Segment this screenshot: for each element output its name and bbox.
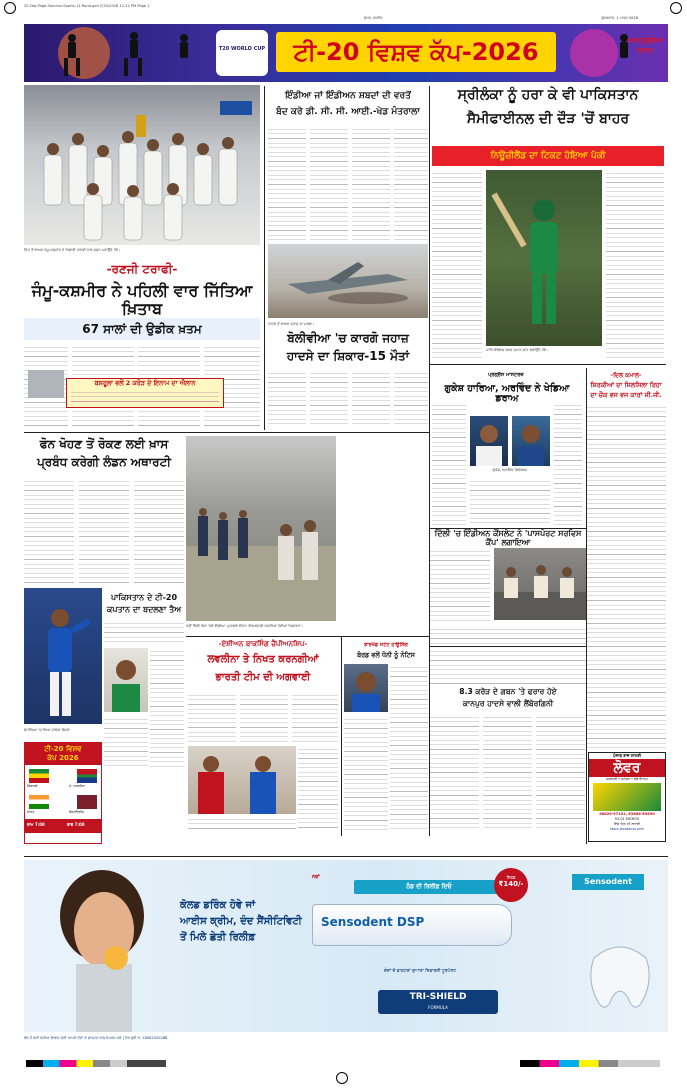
phone-body [24,478,184,586]
passport-camp-photo [494,548,586,620]
chess-body-2 [470,478,550,526]
slug-line [0,2,687,10]
lottery-top: ਪੰਜਾਬ ਰਾਜ ਲਾਟਰੀ [613,753,641,758]
crash-headline-2: ਹਾਦਸੇ ਦਾ ਸ਼ਿਕਾਰ-15 ਮੌਤਾਂ [286,349,410,363]
kanpur-headline-1: 8.3 ਕਰੋੜ ਦੇ ਗਬਨ 'ਤੇ ਫਰਾਰ ਹੋਏ [459,687,557,696]
plane-crash-photo [268,244,428,318]
pakistan-batter-photo [486,170,602,346]
dhoni-face [344,664,388,712]
lottery-ad[interactable] [588,752,666,842]
ranji-subhead-text: 67 ਸਾਲਾਂ ਦੀ ਉਡੀਕ ਖ਼ਤਮ [82,322,202,336]
kanpur-body-top [430,648,586,684]
pcb-player-photo [104,648,148,712]
time-a: ਸ਼ਾਮ 7:00 [27,822,45,827]
delhi-body-left [430,548,490,624]
lottery-phone: 98620-97131, 63686-83690 [599,812,655,816]
rule [586,368,587,844]
schedule-box [24,742,102,844]
delhi-body-bottom [430,626,586,644]
dateline-center: ਸੰਧਰ, ਲਾਈਰ [364,16,383,20]
rule [24,432,429,433]
pakistan-captain-photo [24,588,102,724]
phone-headline-2: ਪ੍ਰਬੰਧ ਕਰੇਗੀ ਲੰਡਨ ਅਥਾਰਟੀ [37,455,171,469]
lottery-tagline: ਸਰਕਾਰੀ • ਸਟੇਸ਼ਨ • ਵੱਡੇ ਇਨਾਮ [606,777,648,781]
heart-headline-1: ਸ਼ਿਰਕੀਆਂ ਦਾ ਸਿਲਸਿਲਾ ਰਿਹਾ [590,381,662,389]
relief-banner: ਠੰਡ ਦੀ ਰਿਲੀਫ਼ ਦਿਓ [354,880,504,894]
dateline-right: ਸ਼ੁੱਕਰਵਾਰ, 1 ਮਾਰਚ 2026 [601,16,638,20]
ranji-prize-body [71,389,219,405]
ranji-photo-caption: ਜਿੱਤ ਤੋਂ ਬਾਅਦ ਜੰਮੂ-ਕਸ਼ਮੀਰ ਦੇ ਖਿਡਾਰੀ ਟਰਾਫੀ ਨਾਲ ਜਸ਼ਨ ਮਨਾਉਂਦੇ ਹੋਏ। [24,248,121,252]
sensodent-logo: Sensodent [572,874,644,890]
pcb-headline-1: ਪਾਕਿਸਤਾਨ ਦੇ ਟੀ-20 [110,593,178,602]
sensodent-ad[interactable] [24,860,668,1032]
arvind-photo [512,416,550,466]
rule [430,364,666,365]
boxing-headline-2: ਭਾਰਤੀ ਟੀਮ ਦੀ ਅਗਵਾਈ [215,672,311,683]
dhoni-headline: ਬੋਰਡ ਵਲੋਂ ਧੋਨੀ ਨੂੰ ਨੋਟਿਸ [357,651,415,659]
rule [430,528,586,529]
lottery-offer: ਇੱਕ ਦਿਨ ਦੀ ਲਾਟਰੀ [614,822,640,826]
chess-body-3 [554,402,582,526]
registration-mark [4,2,16,14]
team-b-1: ਦੱ. ਅਫ਼ਰੀਕਾ [69,784,85,788]
tube-label: Sensodent DSP [321,915,425,929]
ranji-subhead [24,318,260,340]
boxing-body [188,692,338,744]
price-label: ਸਿਰਫ਼ [506,875,516,880]
schedule-header [25,743,101,765]
pcb-photo-caption: ਸੰਮੀਖਿਆ 'ਚ ਲਿਆ ਜਾਵੇਗਾ ਫੈਸਲਾ [24,728,71,732]
pcb-body-3 [104,716,148,768]
srilanka-body-right [606,170,664,360]
lottery-site[interactable]: store.jecasaino.com [610,827,644,831]
rule [429,86,430,836]
registration-mark [670,2,682,14]
office-illustration [494,548,586,620]
price-value: ₹140/- [498,880,524,888]
toothpaste-tube [312,904,512,946]
chess-headline: ਗੁਕੇਸ਼ ਹਾਰਿਆ, ਅਰਵਿੰਦ ਨੇ ਖੇਡਿਆ ਡਰਾਅ [444,383,570,405]
flag-west-indies [77,795,97,809]
archery-photo [186,436,336,621]
ranji-inset-photo [28,370,64,398]
ad-line-2: ਆਈਸ ਕ੍ਰੀਮ, ਦੰਦ ਸੈਂਸੀਟਿਵਿਟੀ [180,916,302,927]
dhoni-body-2 [344,716,388,832]
tri-shield-text: TRI-SHIELD [409,992,467,1002]
pcb-body-2 [150,648,184,768]
dhoni-kicker: ਝਾਰਖੰਡ ਸਟੇਟ ਹਾਊਸਿੰਗ [364,642,408,648]
crash-body [268,370,428,426]
price-badge [494,868,528,902]
registration-mark [336,1072,348,1084]
kanpur-headline-2: ਕਾਨਪੁਰ ਹਾਦਸੇ ਵਾਲੀ ਲੈਂਬੋਰਗਿਨੀ [462,699,554,708]
color-bar-right [520,1060,660,1067]
srilanka-body-left [432,170,482,360]
bowler-illustration [24,588,102,724]
srilanka-band: ਨਿਊਜ਼ੀਲੈਂਡ ਦਾ ਟਿਕਟ ਹੋਇਆ ਪੱਕੀ [432,146,664,166]
tooth-icon [580,940,660,1020]
ad-line-3: ਤੋਂ ਮਿਲੇ ਛੇਤੀ ਰਿਲੀਫ਼ [180,932,256,943]
icc-headline-1: ਇੰਡੀਆ ਜਾਂ ਇੰਡੀਅਨ ਸ਼ਬਦਾਂ ਦੀ ਵਰਤੋਂ [285,91,411,101]
ad-footer: ਲੋੜ ਹੈ ਬੜੀ ਵਧੀਆ ਇਲਾਜ ਲਈ ਆਪਣੇ ਦੰਦਾਂ ਦੇ ਡਾਕਟਰ ਨਾਲ ਸੰਪਰਕ ਕਰੋ | ਟੋਲ ਫ੍ਰੀ ਨੰ: 18002020288 [24,1036,168,1040]
ranji-kicker: -ਰਣਜੀ ਟਰਾਫੀ- [106,262,178,276]
time-b: ਰਾਤ 7:00 [67,822,85,827]
t20-logo [216,30,268,76]
logo-text: T20 WORLD CUP [218,46,266,52]
dhoni-photo [344,664,388,712]
rule [430,646,586,647]
team-a-2: ਭਾਰਤ [27,810,35,814]
chess-kicker: ਪ੍ਰੋਗ੍ਰੈਸ ਮਾਸਟਰਜ਼ [488,372,524,378]
chess-caption: ਗੁਕੇਸ਼, ਅਰਵਿੰਦ ਚਿਦੰਬਰਮ [492,468,528,472]
pcb-headline-2: ਕਪਤਾਨ ਦਾ ਬਦਲਣਾ ਤੈਅ [106,605,182,614]
flag-india [29,795,49,809]
flag-south-africa [77,769,97,783]
boxing-body-2 [298,746,338,832]
player-face [104,648,148,712]
heart-body [586,404,666,750]
dateline [24,16,668,22]
gukesh-photo [470,416,508,466]
lottery-brand: ਲੋਵਰ [589,759,665,777]
plane-illustration [268,244,428,318]
schedule-title-1: ਟੀ-20 ਵਿਸ਼ਵ [44,745,82,753]
batter-illustration [486,170,602,346]
team-a-1: ਜ਼ਿੰਬਾਬਵੇ [27,784,38,788]
crash-headline-1: ਬੋਲੀਵੀਆ 'ਚ ਕਾਰਗੋ ਜਹਾਜ਼ [287,331,409,345]
boxing-headline-1: ਲਵਲੀਨਾ ਤੇ ਨਿਖਤ ਕਰਨਗੀਆਂ [207,654,319,665]
delhi-headline: ਦਿੱਲੀ 'ਚ ਇੰਡੀਅਨ ਕੌਂਸਲੇਟ ਨੇ 'ਪਾਸਪੋਰਟ ਸਰਵਿਸ ਕੈਂਪ' ਲਗਾਇਆ [434,529,582,547]
boxers-photo [188,746,296,814]
slug-file: 20-Feb-Page-Sanchar-Sports-11.Rond.qxd 2/20/2026 11:22 PM Page 1 [24,4,150,8]
ad-new-tag: ਨਵਾਂ [312,874,320,880]
schedule-row [25,793,101,819]
sports-banner [24,24,668,82]
ranji-prize-title: ਬਸ਼ਰੂਲਾ ਵਲੋਂ 2 ਕਰੋੜ ਦੇ ਇਨਾਮ ਦਾ ਐਲਾਨ [94,379,196,387]
rule [186,636,430,637]
rule [341,636,342,836]
icc-body [268,126,428,242]
boxing-body-3 [188,816,296,832]
kanpur-body [430,714,586,832]
dentist-line: ਦੰਦਾਂ ਦੇ ਡਾਕਟਰਾਂ ਦੁਆਰਾ ਸਿਫਾਰਸ਼ੀ ਟੂਥਪੇਸਟ [384,969,457,974]
ad-line-1: ਕੋਲਡ ਡਰਿੰਕ ਹੋਵੇ ਜਾਂ [180,900,256,911]
phone-headline-1: ਫੋਨ ਖੋਹਣ ਤੋਂ ਰੋਕਣ ਲਈ ਖ਼ਾਸ [39,437,169,451]
schedule-time-row [25,819,101,833]
archers-illustration [186,436,336,621]
team-b-2: ਵੈਸਟਇੰਡੀਜ਼ [69,810,84,814]
color-bar-left [26,1060,166,1067]
boxing-kicker: -ਏਸ਼ੀਅਨ ਬਾਕਸਿੰਗ ਚੈਂਪੀਅਨਸ਼ਿਪ- [218,640,308,648]
boxers-illustration [188,746,296,814]
schedule-title-2: ਕੱਪ 2026 [47,754,79,762]
archery-caption: ਨਵੀਂ ਦਿੱਲੀ ਵਿਖੇ 'ਖੇਲੋ ਇੰਡੀਆ' ਮੁਕਾਬਲੇ ਦੌਰਾਨ ਤੀਰਅੰਦਾਜ਼ੀ ਕਰਦੀਆਂ ਹੋਈਆਂ ਖਿਡਾਰਨਾਂ। [186,624,304,628]
ranji-headline: ਜੰਮੂ-ਕਸ਼ਮੀਰ ਨੇ ਪਹਿਲੀ ਵਾਰ ਜਿੱਤਿਆ ਖ਼ਿਤਾਬ [31,281,253,318]
banner-title: ਟੀ-20 ਵਿਸ਼ਵ ਕੱਪ-2026 [276,32,556,72]
dhoni-body [390,664,428,832]
rule [264,86,265,430]
woman-illustration [24,860,174,1032]
plane-caption: ਹਾਦਸੇ ਤੋਂ ਬਾਅਦ ਜਹਾਜ਼ ਦਾ ਮਲਬਾ। [268,322,315,326]
heart-kicker: -ਦਿਲ ਕਮਾਲ- [610,372,642,379]
schedule-row [25,767,101,793]
players-illustration [24,85,260,245]
pcb-body [104,620,184,644]
icc-headline-2: ਬੰਦ ਕਰੇ ਡੀ. ਸੀ. ਸੀ. ਆਈ.-ਖੇਡ ਮੰਤਰਾਲਾ [276,107,420,117]
heart-headline-2: ਦਾ ਚੌਕ ਵਜ ਵਜ ਕਾਰਾਂ ਜੀ.ਜੀ. [590,391,662,399]
chess-body [432,402,466,526]
arvind-face [512,416,550,466]
tri-shield-sub: FORMULA [428,1005,448,1010]
ranji-prize-box [66,378,224,408]
batter-caption: ਪਾਕਿ ਬੱਲੇਬਾਜ਼ ਫਖ਼ਰ ਜ਼ਮਾਨ ਸ਼ਾਟ ਲਗਾਉਂਦੇ ਹੋਏ। [486,348,549,352]
srilanka-headline-1: ਸ੍ਰੀਲੰਕਾ ਨੂੰ ਹਰਾ ਕੇ ਵੀ ਪਾਕਿਸਤਾਨ [457,87,639,103]
srilanka-headline-2: ਸੈਮੀਫਾਈਨਲ ਦੀ ਦੌੜ 'ਚੋਂ ਬਾਹਰ [466,111,630,127]
ranji-celebration-photo [24,85,260,245]
lottery-art [593,783,661,811]
tri-shield-logo [378,990,498,1014]
gukesh-face [470,416,508,466]
rule [24,856,668,857]
lottery-code: 55-01 MICROS [614,817,640,821]
flag-zimbabwe [29,769,49,783]
banner-right-tag: ਆਸਟ੍ਰੇਲੀਆ ਸਟਾਰ [627,37,663,55]
